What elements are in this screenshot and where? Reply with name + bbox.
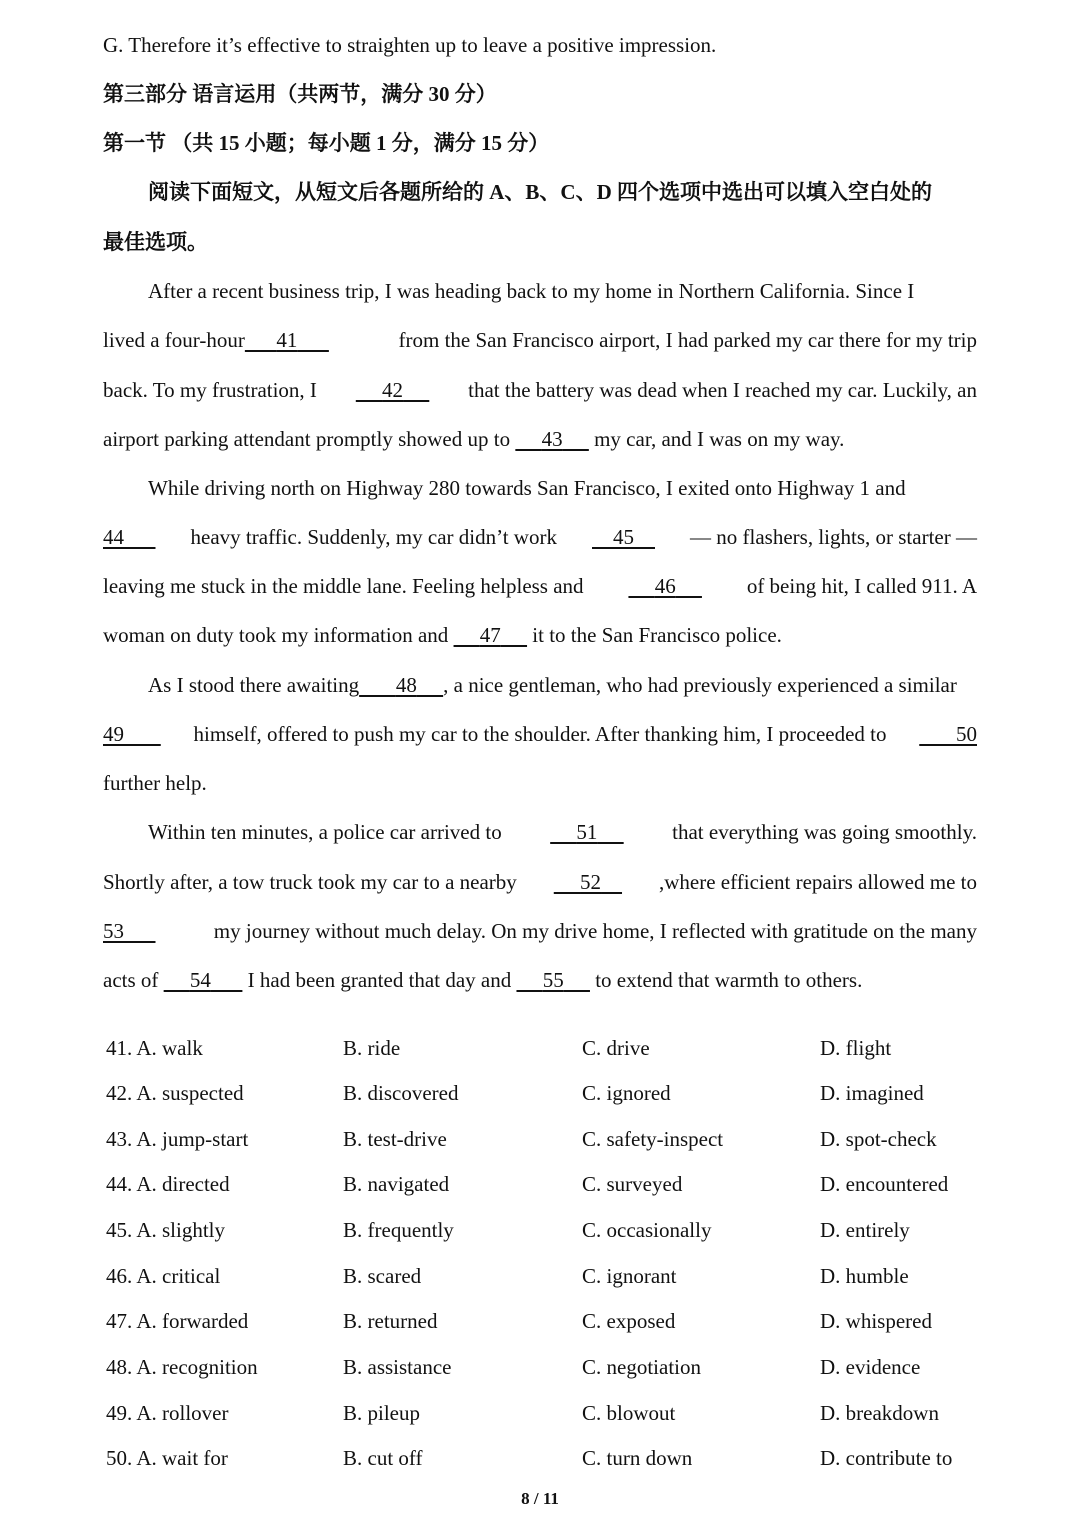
option-row [103, 1399, 977, 1427]
option-c: C. surveyed [582, 1172, 683, 1196]
paragraph-2-line-1: While driving north on Highway 280 towards San Francisco, I exited onto Highway 1 and [148, 476, 906, 500]
option-a: 41. A. walk [106, 1036, 203, 1060]
blank-45: 45 [613, 525, 634, 549]
option-b: B. cut off [343, 1446, 423, 1470]
paragraph-1-line-1: After a recent business trip, I was heading back to my home in Northern California. Since I [148, 279, 915, 303]
option-row [103, 1125, 977, 1153]
paragraph-3-line-2: 49 himself, offered to push my car to the shoulder. After thanking him, I proceeded to 50 [103, 722, 977, 746]
paragraph-3-line-1: As I stood there awaiting 48 , a nice gentleman, who had previously experienced a similar [148, 673, 957, 697]
option-row [103, 1034, 977, 1062]
blank-49: 49 [103, 722, 124, 746]
option-row [103, 1216, 977, 1244]
option-d: D. entirely [820, 1218, 910, 1242]
paragraph-2-line-2: 44 heavy traffic. Suddenly, my car didn’t work 45 — no flashers, lights, or starter — [103, 525, 977, 549]
blank-47: 47 [479, 623, 501, 647]
option-c: C. ignored [582, 1081, 671, 1105]
paragraph-1-line-4: airport parking attendant promptly showed up to 43 my car, and I was on my way. [103, 427, 845, 451]
option-d: D. contribute to [820, 1446, 953, 1470]
blank-43: 43 [541, 427, 563, 451]
option-a: 49. A. rollover [106, 1401, 229, 1425]
option-d: D. flight [820, 1036, 892, 1060]
instruction-line-1: 阅读下面短文，从短文后各题所给的 A、B、C、D 四个选项中选出可以填入空白处的 [148, 180, 933, 204]
option-b: B. discovered [343, 1081, 459, 1105]
option-g-line: G. Therefore it’s effective to straighten up to leave a positive impression. [103, 33, 717, 57]
option-row [103, 1262, 977, 1290]
option-a: 46. A. critical [106, 1264, 221, 1288]
option-row [103, 1444, 977, 1472]
instruction-line-2: 最佳选项。 [103, 230, 208, 254]
option-d: D. breakdown [820, 1401, 939, 1425]
option-a: 45. A. slightly [106, 1218, 226, 1242]
option-d: D. evidence [820, 1355, 921, 1379]
option-c: C. exposed [582, 1309, 676, 1333]
option-a: 50. A. wait for [106, 1446, 228, 1470]
option-d: D. whispered [820, 1309, 932, 1333]
blank-44: 44 [103, 525, 124, 549]
option-b: B. frequently [343, 1218, 454, 1242]
option-c: C. negotiation [582, 1355, 701, 1379]
paragraph-4-line-1: Within ten minutes, a police car arrived to 51 that everything was going smoothly. [148, 820, 977, 844]
paragraph-4-line-3: 53 my journey without much delay. On my drive home, I reflected with gratitude on the many [103, 919, 977, 943]
blank-41: 41 [276, 328, 298, 352]
blank-53: 53 [103, 919, 124, 943]
paragraph-2-line-3: leaving me stuck in the middle lane. Feeling helpless and 46 of being hit, I called 911. A [103, 574, 977, 598]
option-b: B. assistance [343, 1355, 452, 1379]
option-a: 48. A. recognition [106, 1355, 258, 1379]
blank-46: 46 [654, 574, 676, 598]
option-d: D. encountered [820, 1172, 949, 1196]
option-c: C. occasionally [582, 1218, 712, 1242]
option-a: 43. A. jump-start [106, 1127, 249, 1151]
page-number: 8 / 11 [521, 1489, 559, 1508]
option-b: B. scared [343, 1264, 422, 1288]
blank-52: 52 [580, 870, 602, 894]
option-a: 42. A. suspected [106, 1081, 244, 1105]
option-a: 44. A. directed [106, 1172, 230, 1196]
option-b: B. test-drive [343, 1127, 447, 1151]
paragraph-4-line-2: Shortly after, a tow truck took my car to a nearby 52 ,where efficient repairs allowed me to [103, 870, 977, 894]
option-row [103, 1170, 977, 1198]
option-c: C. safety-inspect [582, 1127, 724, 1151]
blank-50: 50 [956, 722, 977, 746]
option-d: D. spot-check [820, 1127, 937, 1151]
option-b: B. pileup [343, 1401, 420, 1425]
option-b: B. ride [343, 1036, 401, 1060]
option-c: C. ignorant [582, 1264, 677, 1288]
section1-heading: 第一节 （共 15 小题；每小题 1 分，满分 15 分） [103, 131, 550, 155]
blank-55: 55 [542, 968, 564, 992]
paragraph-1-line-3: back. To my frustration, I 42 that the battery was dead when I reached my car. Luckily, an [103, 378, 977, 402]
blank-48: 48 [395, 673, 417, 697]
option-row [103, 1353, 977, 1381]
option-d: D. imagined [820, 1081, 924, 1105]
option-c: C. blowout [582, 1401, 676, 1425]
paragraph-4-line-4: acts of 54 I had been granted that day and 55 to extend that warmth to others. [103, 968, 863, 992]
option-b: B. navigated [343, 1172, 450, 1196]
option-b: B. returned [343, 1309, 438, 1333]
paragraph-3-line-3: further help. [103, 771, 207, 795]
option-c: C. turn down [582, 1446, 693, 1470]
option-row [103, 1079, 977, 1107]
option-row [103, 1307, 977, 1335]
blank-51: 51 [576, 820, 598, 844]
part3-heading: 第三部分 语言运用（共两节，满分 30 分） [103, 82, 497, 106]
option-a: 47. A. forwarded [106, 1309, 249, 1333]
blank-42: 42 [382, 378, 404, 402]
paragraph-2-line-4: woman on duty took my information and 47 it to the San Francisco police. [103, 623, 782, 647]
blank-54: 54 [189, 968, 211, 992]
option-c: C. drive [582, 1036, 650, 1060]
option-d: D. humble [820, 1264, 909, 1288]
paragraph-1-line-2: lived a four-hour 41 from the San Francisco airport, I had parked my car there for my trip [103, 328, 977, 352]
